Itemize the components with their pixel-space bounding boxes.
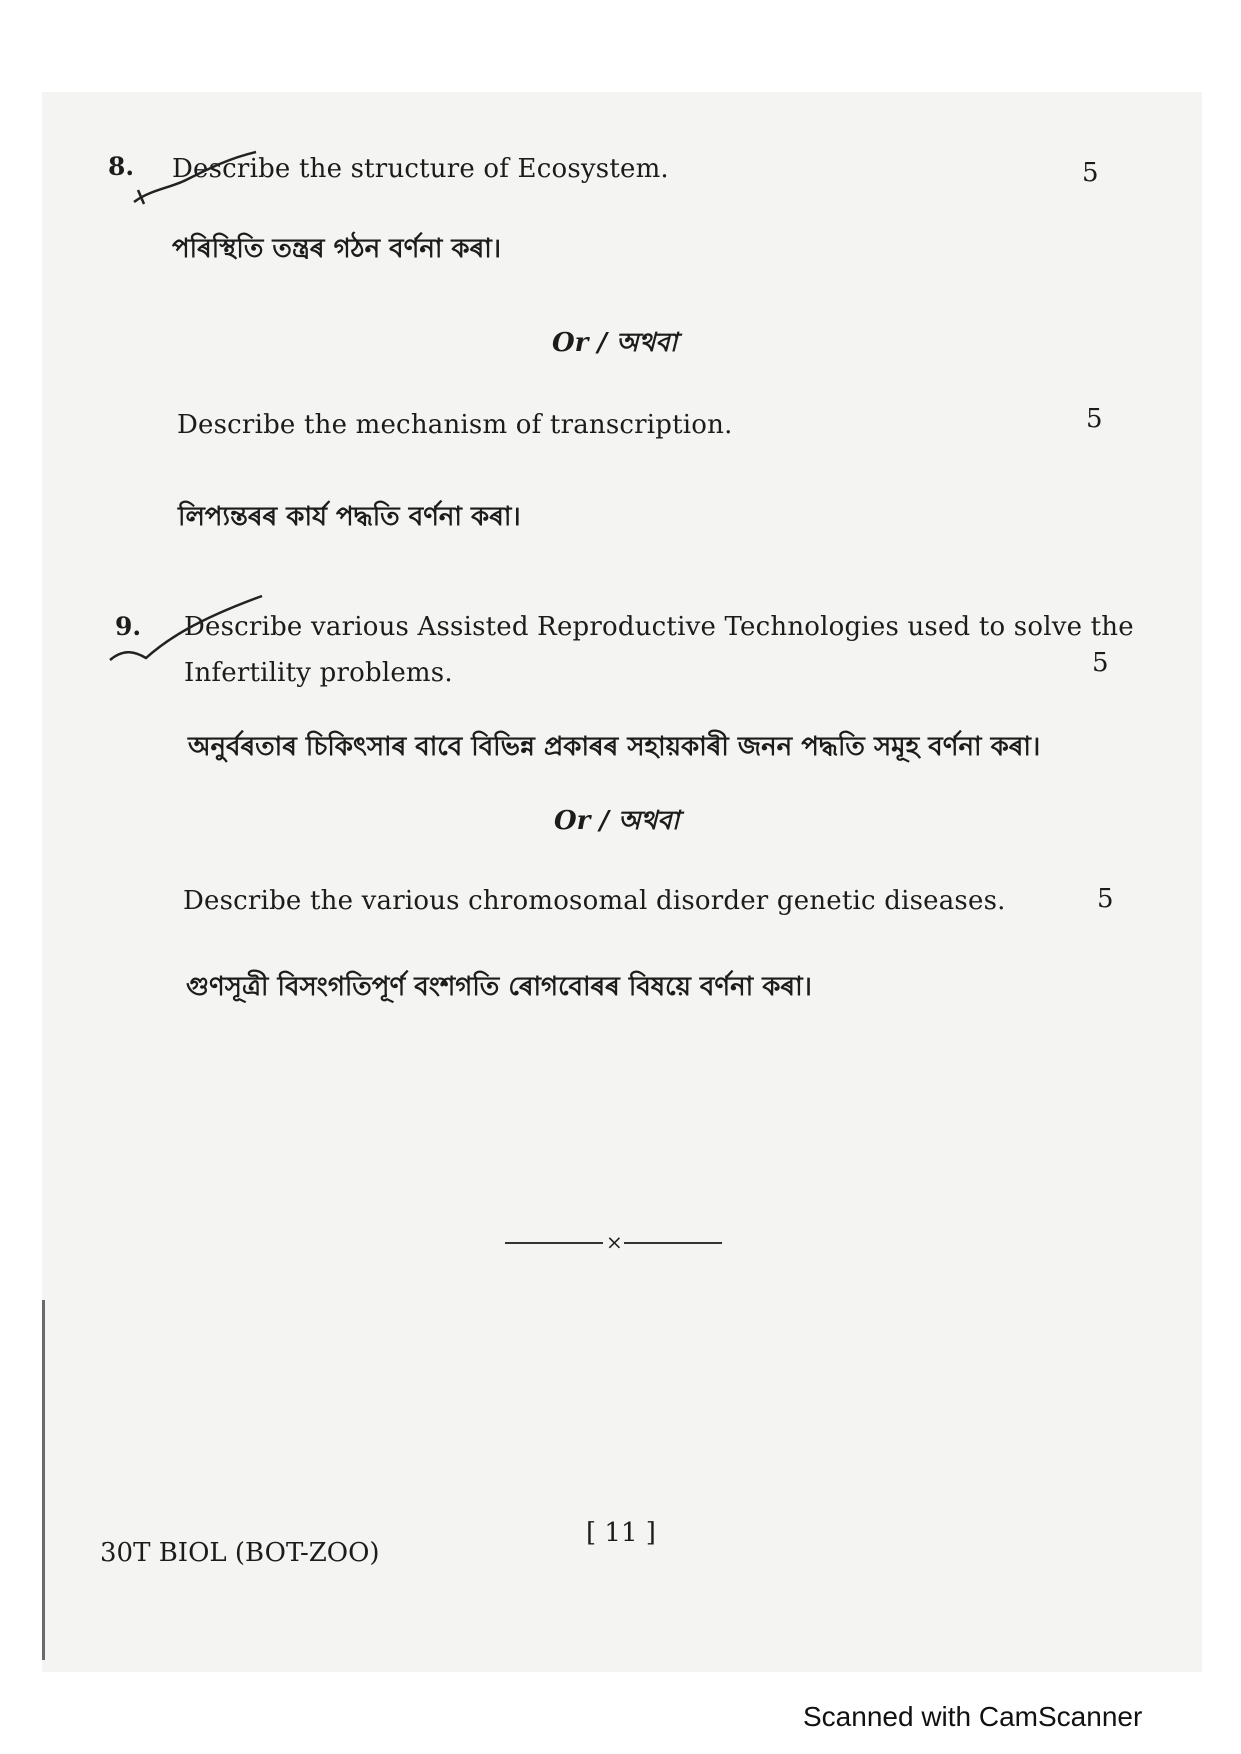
question-8-alt-marks: 5	[1086, 404, 1103, 434]
question-9-bengali: অনুৰ্বৰতাৰ চিকিৎসাৰ বাবে বিভিন্ন প্ৰকাৰৰ সহায়কাৰী জনন পদ্ধতি সমূহ বৰ্ণনা কৰা।	[188, 732, 1041, 762]
question-8-alt-text: Describe the mechanism of transcription.	[177, 410, 733, 440]
check-mark-icon	[106, 590, 266, 672]
question-9-alt-marks: 5	[1097, 884, 1114, 914]
question-9-alt-text: Describe the various chromosomal disorder genetic diseases.	[183, 886, 1006, 916]
question-9-number: 9.	[115, 612, 142, 641]
question-8-marks: 5	[1082, 158, 1099, 188]
camscanner-watermark: Scanned with CamScanner	[803, 1701, 1143, 1732]
question-8-number: 8.	[108, 152, 135, 181]
question-8-bengali: পৰিস্থিতি তন্ত্ৰৰ গঠন বৰ্ণনা কৰা।	[172, 234, 502, 264]
or-separator-9: Or / অথবা	[554, 806, 680, 836]
question-9-marks: 5	[1092, 648, 1109, 678]
question-9-text-line2: Infertility problems.	[184, 658, 453, 688]
check-mark-icon	[130, 150, 260, 210]
paper-code: 30T BIOL (BOT-ZOO)	[100, 1538, 380, 1568]
end-rule-right	[624, 1242, 722, 1244]
question-9-text-line1: Describe various Assisted Reproductive Technologies used to solve the	[184, 612, 1134, 642]
question-8-alt-bengali: লিপ্যন্তৰৰ কাৰ্য পদ্ধতি বৰ্ণনা কৰা।	[178, 502, 521, 532]
page-number: [ 11 ]	[586, 1518, 656, 1548]
page-edge-shadow	[42, 1300, 45, 1660]
end-rule-left	[505, 1242, 603, 1244]
question-9-alt-bengali: গুণসূত্ৰী বিসংগতিপূৰ্ণ বংশগতি ৰোগবোৰৰ বিষয়ে বৰ্ণনা কৰা।	[186, 972, 812, 1002]
end-mark: ×	[606, 1230, 623, 1254]
or-separator-8: Or / অথবা	[552, 328, 678, 358]
question-8-text: Describe the structure of Ecosystem.	[172, 154, 669, 184]
